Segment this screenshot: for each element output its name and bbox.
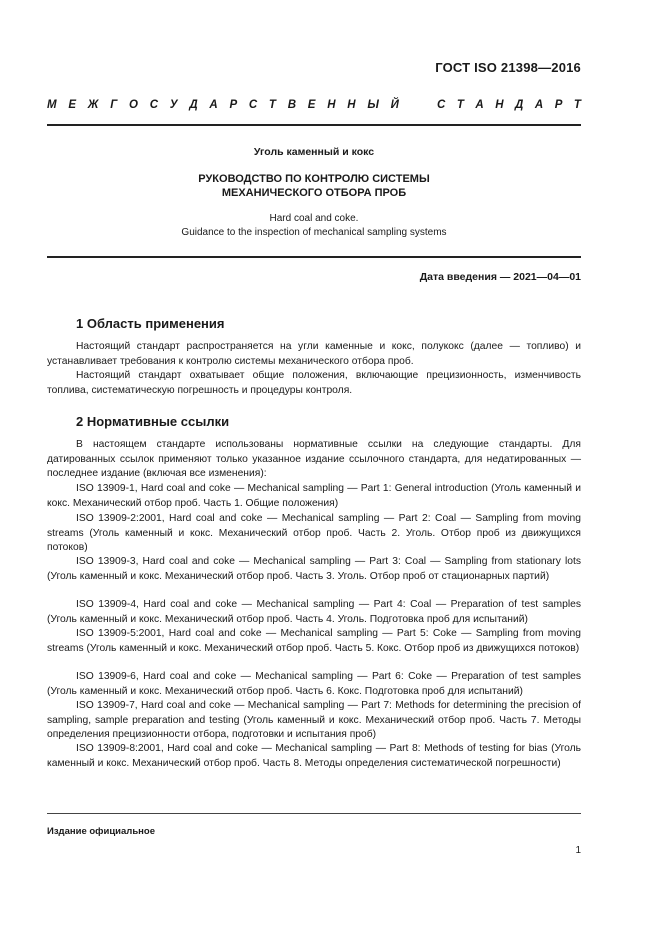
header-letter: С <box>149 99 159 111</box>
header-letter: Т <box>456 99 464 111</box>
header-letter: Р <box>554 99 563 111</box>
header-letter: С <box>437 99 446 111</box>
reference-iso-13909-1: ISO 13909-1, Hard coal and coke — Mechanical sampling — Part 1: General introduction (Уголь каменный и кокс. Механический отбор проб. Часть 1. Общие положения) <box>47 483 581 509</box>
effective-date: Дата введения — 2021—04—01 <box>419 271 581 283</box>
header-word-standard <box>437 99 581 111</box>
standard-subject: Уголь каменный и кокс <box>253 146 375 158</box>
header-letter: Е <box>68 99 77 111</box>
section-2-heading: 2 Нормативные ссылки <box>76 414 230 429</box>
title-english-line-1: Hard coal and coke. <box>269 213 359 224</box>
header-letter: Е <box>307 99 316 111</box>
header-letter: Н <box>327 99 336 111</box>
header-letter: Д <box>515 99 524 111</box>
header-letter: Й <box>390 99 399 111</box>
header-word-interstate <box>47 99 399 111</box>
reference-iso-13909-5: ISO 13909-5:2001, Hard coal and coke — Mechanical sampling — Part 5: Coke — Sampling from moving streams (Уголь каменный и кокс. Механический отбор проб. Часть 5. Кокс. Отбор проб из движущихся потоков) <box>47 628 581 654</box>
header-letter: Р <box>229 99 238 111</box>
header-letter: Ы <box>367 99 379 111</box>
header-letter: А <box>475 99 484 111</box>
reference-iso-13909-6: ISO 13909-6, Hard coal and coke — Mechanical sampling — Part 6: Coke — Preparation of test samples (Уголь каменный и кокс. Механический отбор проб. Часть 6. Кокс. Подготовка проб для испытаний) <box>47 671 581 697</box>
title-rule <box>47 256 581 258</box>
header-letter: Н <box>347 99 356 111</box>
header-letter: Д <box>189 99 198 111</box>
header-letter: У <box>169 99 178 111</box>
title-english <box>47 212 581 239</box>
header-letter: Т <box>268 99 276 111</box>
reference-iso-13909-4: ISO 13909-4, Hard coal and coke — Mechanical sampling — Part 4: Coal — Preparation of test samples (Уголь каменный и кокс. Механический отбор проб. Часть 4. Уголь. Подготовка проб для испытаний) <box>47 599 581 625</box>
reference-iso-13909-2: ISO 13909-2:2001, Hard coal and coke — Mechanical sampling — Part 2: Coal — Sampling from moving streams (Уголь каменный и кокс. Механический отбор проб. Часть 2. Уголь. Отбор проб из движущихся потоков) <box>47 513 581 553</box>
header-letter: С <box>248 99 258 111</box>
header-letter: М <box>47 99 57 111</box>
header-rule <box>47 124 581 126</box>
section-1-heading: 1 Область применения <box>76 316 225 331</box>
title-english-line-2: Guidance to the inspection of mechanical sampling systems <box>181 226 447 238</box>
header-letter: О <box>129 99 138 111</box>
header-letter: А <box>209 99 218 111</box>
interstate-standard-header <box>47 99 581 111</box>
title-russian-line-1: РУКОВОДСТВО ПО КОНТРОЛЮ СИСТЕМЫ <box>198 173 430 185</box>
reference-iso-13909-8: ISO 13909-8:2001, Hard coal and coke — Mechanical sampling — Part 8: Methods of testing for bias (Уголь каменный и кокс. Механический отбор проб. Часть 8. Методы определения систематической погрешности) <box>47 743 581 769</box>
section-2-paragraph-1: В настоящем стандарте использованы нормативные ссылки на следующие стандарты. Для датированных ссылок применяют только указанное издание ссылочного стандарта, для недатированных — последнее издание (включая все изменения): <box>47 439 581 479</box>
page-number: 1 <box>575 845 581 856</box>
section-1-paragraph-1: Настоящий стандарт распространяется на угли каменные и кокс, полукокс (далее — топливо) и устанавливает требования к контролю системы механического отбора проб. <box>47 341 581 367</box>
header-letter: Ж <box>87 99 99 111</box>
reference-iso-13909-3: ISO 13909-3, Hard coal and coke — Mechanical sampling — Part 3: Coal — Sampling from stationary lots (Уголь каменный и кокс. Механический отбор проб. Часть 3. Уголь. Отбор проб от стационарных партий) <box>47 556 581 582</box>
header-letter: Г <box>110 99 118 111</box>
header-letter: Т <box>573 99 581 111</box>
document-code: ГОСТ ISO 21398—2016 <box>435 60 581 75</box>
section-1-paragraph-2: Настоящий стандарт охватывает общие положения, включающие прецизионность, изменчивость топлива, систематическую погрешность и процедуры контроля. <box>47 370 581 396</box>
reference-iso-13909-7: ISO 13909-7, Hard coal and coke — Mechanical sampling — Part 7: Methods for determining the precision of sampling, sample preparation and testing (Уголь каменный и кокс. Механический отбор проб. Часть 7. Методы определения прецизионности отбора, подготовки и испытания проб) <box>47 700 581 740</box>
header-letter: Н <box>495 99 504 111</box>
title-russian-line-2: МЕХАНИЧЕСКОГО ОТБОРА ПРОБ <box>221 187 407 199</box>
header-letter: В <box>287 99 297 111</box>
title-russian <box>47 172 581 200</box>
footer-rule <box>47 813 581 814</box>
header-letter: А <box>534 99 544 111</box>
official-edition-label: Издание официальное <box>47 826 155 837</box>
